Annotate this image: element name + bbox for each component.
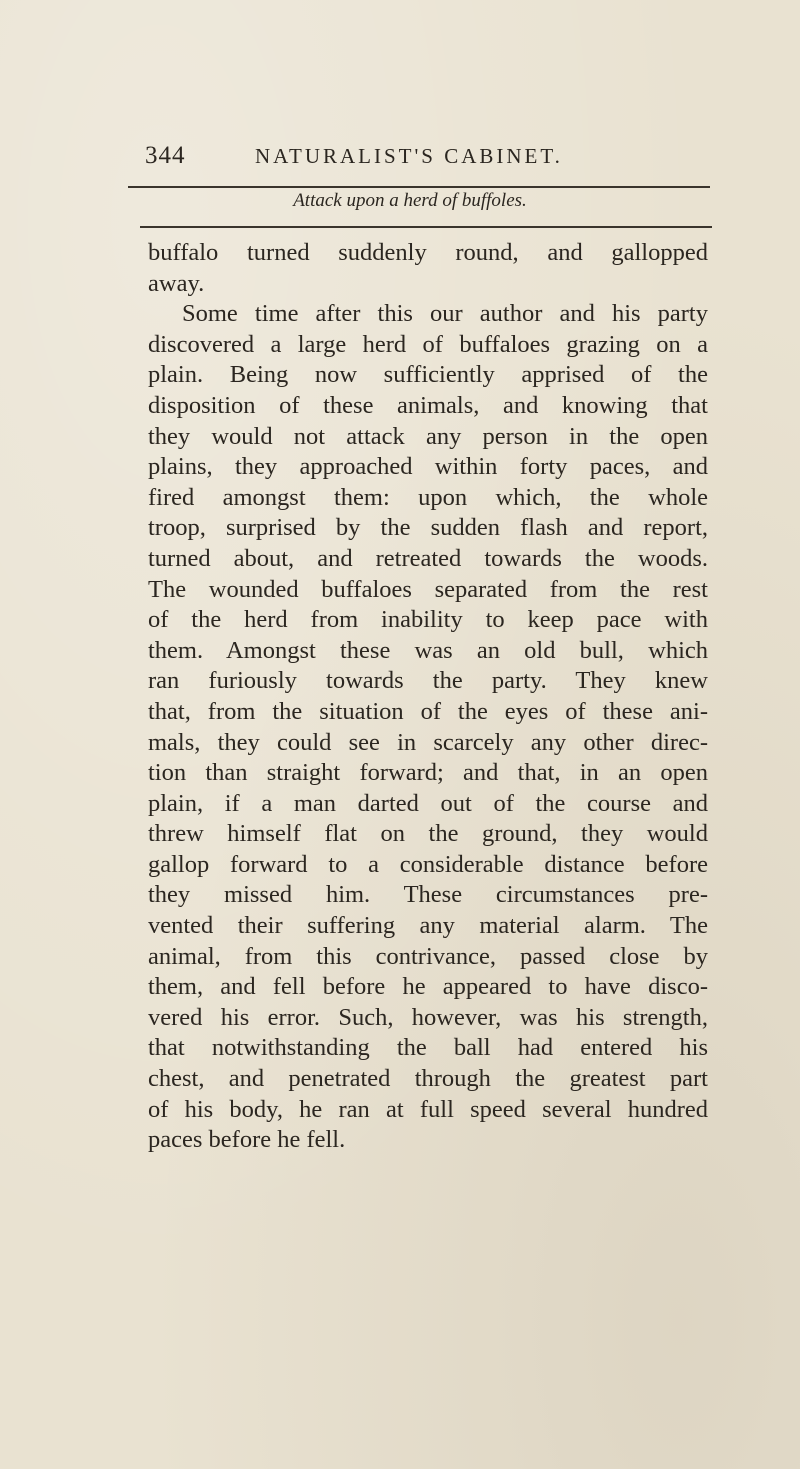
text-line: vented their suffering any material alarm. The	[148, 912, 708, 940]
text-line: of his body, he ran at full speed several hundred	[148, 1095, 708, 1123]
header-rule-bottom	[140, 226, 712, 228]
text-line: The wounded buffaloes separated from the rest	[148, 575, 708, 603]
text-line: plain. Being now sufficiently apprised of the	[148, 361, 708, 389]
text-line: away.	[148, 269, 205, 297]
text-line: animal, from this contrivance, passed close by	[148, 942, 708, 970]
text-line: plain, if a man darted out of the course and	[148, 789, 708, 817]
text-line: they missed him. These circumstances pre-	[148, 881, 708, 909]
text-line: buffalo turned suddenly round, and gallopped	[148, 239, 708, 266]
text-line: discovered a large herd of buffaloes grazing on a	[148, 330, 708, 358]
text-line: them, and fell before he appeared to have disco-	[148, 973, 708, 1001]
text-line: vered his error. Such, however, was his strength,	[148, 1003, 708, 1031]
text-line: that notwithstanding the ball had entered his	[148, 1034, 708, 1062]
text-line: plains, they approached within forty paces, and	[148, 453, 708, 481]
text-line: turned about, and retreated towards the woods.	[148, 544, 708, 572]
text-line: mals, they could see in scarcely any other direc-	[148, 728, 708, 756]
text-line: threw himself flat on the ground, they would	[148, 820, 708, 848]
text-line: paces before he fell.	[148, 1126, 346, 1154]
page-header	[145, 142, 705, 186]
text-line: chest, and penetrated through the greatest part	[148, 1065, 708, 1093]
text-line: troop, surprised by the sudden flash and report,	[148, 514, 708, 542]
text-line: of the herd from inability to keep pace with	[148, 606, 708, 634]
text-line: ran furiously towards the party. They knew	[148, 667, 708, 695]
page-number: 344	[145, 142, 186, 169]
text-line: that, from the situation of the eyes of these ani-	[148, 697, 708, 725]
text-line: disposition of these animals, and knowing that	[148, 391, 708, 419]
text-line: fired amongst them: upon which, the whole	[148, 483, 708, 511]
text-line: them. Amongst these was an old bull, which	[148, 636, 708, 664]
text-line: tion than straight forward; and that, in an open	[148, 759, 708, 787]
header-rule-top	[128, 186, 710, 188]
text-line: gallop forward to a considerable distance before	[148, 850, 708, 878]
running-title: NATURALIST'S CABINET.	[255, 144, 563, 168]
section-subtitle: Attack upon a herd of buffoles.	[293, 190, 527, 211]
body-text	[148, 238, 708, 1156]
text-line: they would not attack any person in the open	[148, 422, 708, 450]
text-line: Some time after this our author and his party	[182, 300, 708, 328]
